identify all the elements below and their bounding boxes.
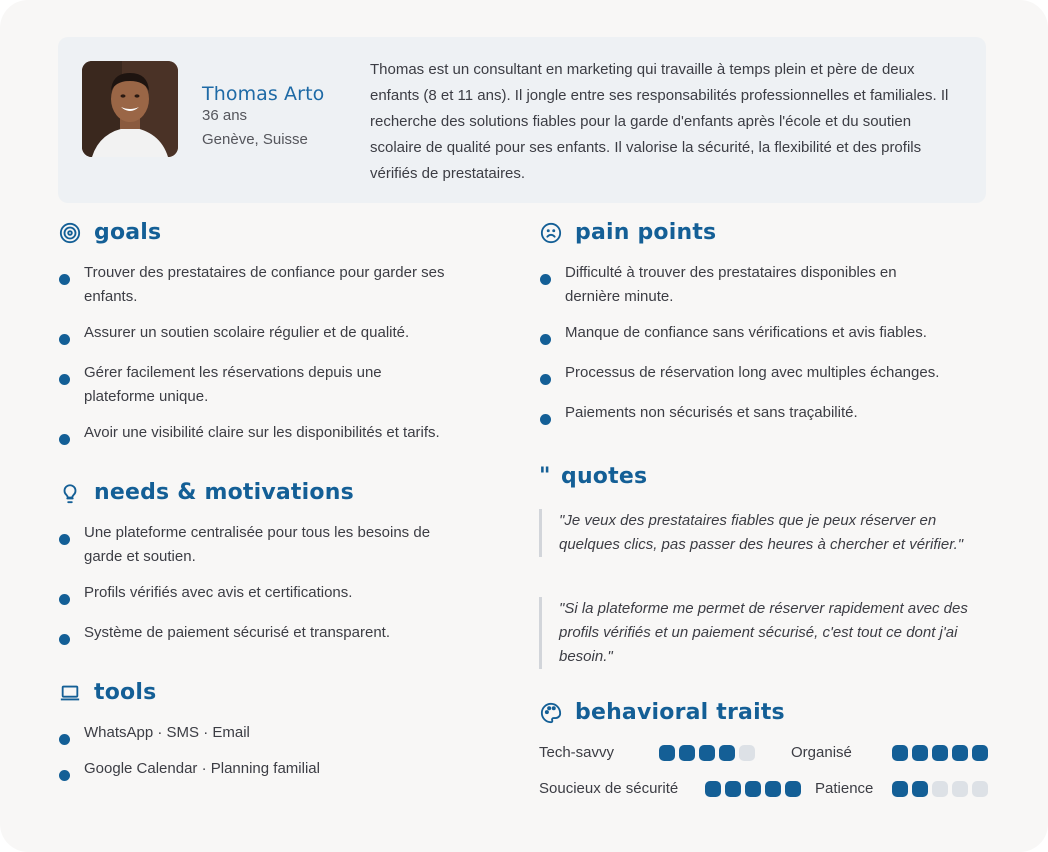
goals-title <box>58 220 161 245</box>
goals-title-text: goals <box>94 220 162 245</box>
trait-label: Tech-savvy <box>539 744 615 761</box>
rating-pip-filled <box>912 745 928 761</box>
rating-pip-filled <box>745 781 761 797</box>
list-item: Trouver des prestataires de confiance pour garder ses enfants. <box>58 261 478 309</box>
trait-rating <box>705 781 801 797</box>
target-icon <box>58 221 82 245</box>
list-item: Processus de réservation long avec multiples échanges. <box>539 361 984 385</box>
trait-label: Patience <box>815 780 874 797</box>
rating-pip-filled <box>699 745 715 761</box>
rating-pip-filled <box>932 745 948 761</box>
list-item: Profils vérifiés avec avis et certifications. <box>58 581 458 605</box>
rating-pip-filled <box>765 781 781 797</box>
rating-pip-filled <box>972 745 988 761</box>
list-item: Avoir une visibilité claire sur les disponibilités et tarifs. <box>58 421 478 445</box>
sad-face-icon <box>539 221 563 245</box>
rating-pip-filled <box>659 745 675 761</box>
needs-list <box>58 521 458 645</box>
list-item: Assurer un soutien scolaire régulier et de qualité. <box>58 321 478 345</box>
pain-points-title <box>539 220 716 245</box>
tools-title-text: tools <box>94 680 157 705</box>
trait-rating <box>659 745 755 761</box>
trait-rating <box>892 745 988 761</box>
rating-pip-filled <box>912 781 928 797</box>
lightbulb-icon <box>58 481 82 505</box>
rating-pip-empty <box>932 781 948 797</box>
list-item: Système de paiement sécurisé et transparent. <box>58 621 458 645</box>
rating-pip-filled <box>679 745 695 761</box>
list-item: Difficulté à trouver des prestataires disponibles en dernière minute. <box>539 261 909 309</box>
rating-pip-filled <box>952 745 968 761</box>
list-item: Gérer facilement les réservations depuis une plateforme unique. <box>58 361 438 409</box>
persona-name: Thomas Arto <box>202 83 325 105</box>
quote-item: "Si la plateforme me permet de réserver rapidement avec des profils vérifiés et un paiement sécurisé, c'est tout ce dont j'ai besoin." <box>539 597 979 669</box>
rating-pip-empty <box>739 745 755 761</box>
list-item: Une plateforme centralisée pour tous les besoins de garde et soutien. <box>58 521 448 569</box>
needs-title-text: needs & motivations <box>94 480 354 505</box>
goals-list <box>58 261 478 445</box>
rating-pip-filled <box>705 781 721 797</box>
trait-label: Soucieux de sécurité <box>539 780 679 797</box>
palette-icon <box>539 701 563 725</box>
traits-title <box>539 700 785 725</box>
trait-rating <box>892 781 988 797</box>
rating-pip-filled <box>719 745 735 761</box>
tools-title <box>58 680 156 705</box>
quotes-title <box>539 464 647 489</box>
needs-title <box>58 480 354 505</box>
profile-header <box>58 37 986 203</box>
quote-item: "Je veux des prestataires fiables que je peux réserver en quelques clics, pas passer des heures à chercher et vérifier." <box>539 509 979 557</box>
rating-pip-filled <box>785 781 801 797</box>
rating-pip-empty <box>952 781 968 797</box>
list-item: Manque de confiance sans vérifications et avis fiables. <box>539 321 984 345</box>
trait-label: Organisé <box>791 744 852 761</box>
laptop-icon <box>58 681 82 705</box>
rating-pip-filled <box>725 781 741 797</box>
list-item: Google Calendar · Planning familial <box>58 757 478 781</box>
rating-pip-empty <box>972 781 988 797</box>
quotes-title-text: quotes <box>561 464 648 489</box>
avatar <box>82 61 178 157</box>
persona-location: Genève, Suisse <box>202 131 308 148</box>
rating-pip-filled <box>892 781 908 797</box>
persona-bio: Thomas est un consultant en marketing qui travaille à temps plein et père de deux enfants (8 et 11 ans). Il jongle entre ses responsabilités professionnelles et familiales. Il recherche des solutions fiables pour la garde d'enfants après l'école et du soutien scolaire de qualité pour ses enfants. Il valorise la sécurité, la flexibilité et des profils vérifiés de prestataires. <box>370 61 949 182</box>
pain-points-list <box>539 261 984 425</box>
list-item: Paiements non sécurisés et sans traçabilité. <box>539 401 984 425</box>
rating-pip-filled <box>892 745 908 761</box>
tools-list <box>58 721 478 781</box>
quote-icon: " <box>539 464 551 489</box>
persona-age: 36 ans <box>202 107 248 124</box>
pain-points-title-text: pain points <box>575 220 717 245</box>
traits-title-text: behavioral traits <box>575 700 785 725</box>
avatar-portrait-icon <box>82 61 178 157</box>
list-item: WhatsApp · SMS · Email <box>58 721 478 745</box>
